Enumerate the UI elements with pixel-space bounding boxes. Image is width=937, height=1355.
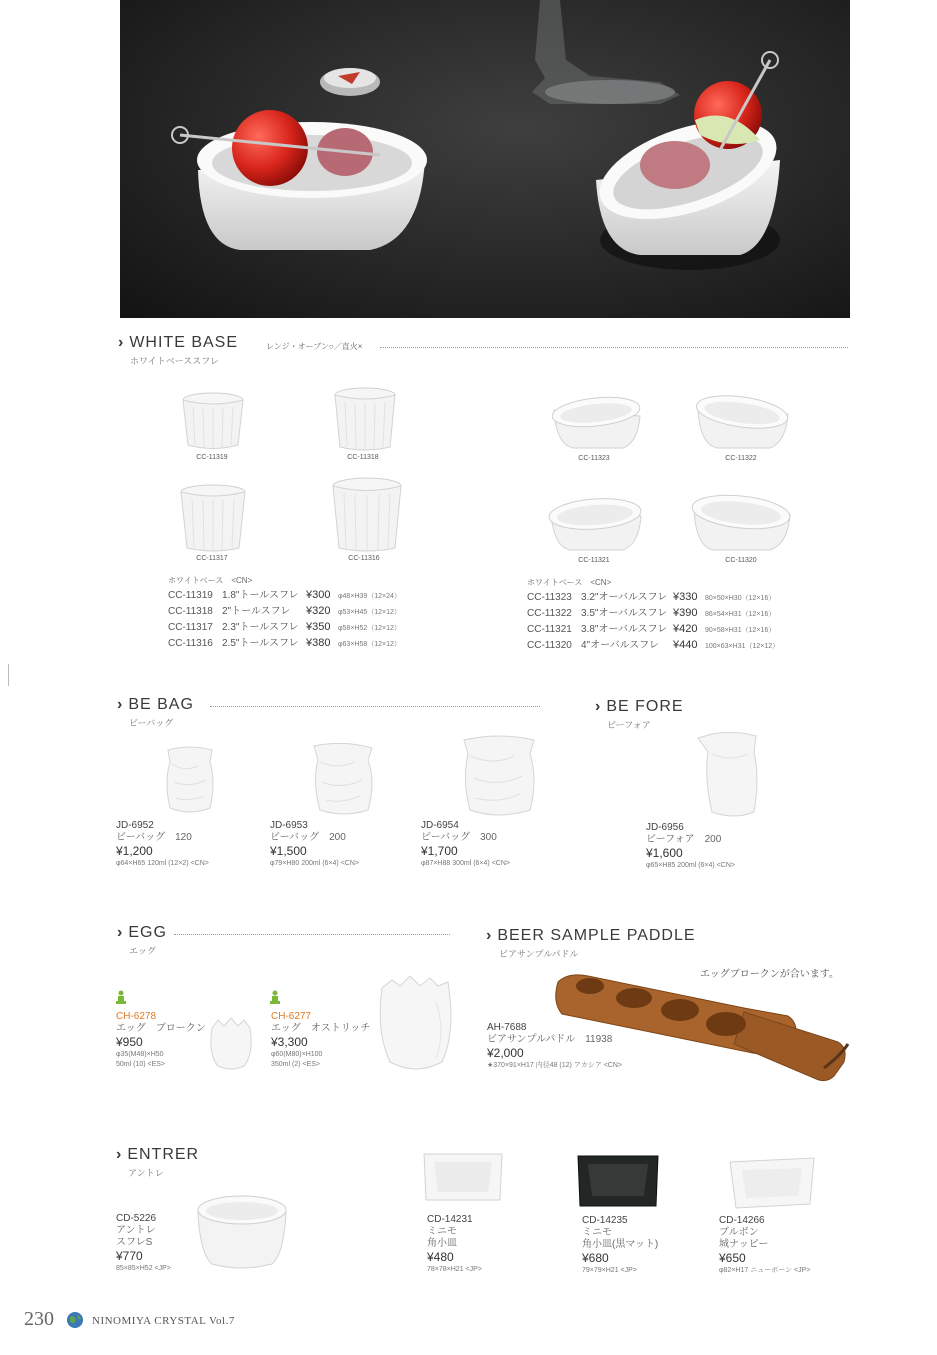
product-image-cc-11321 [545, 496, 645, 554]
be-bag-subtitle: ビーバッグ [129, 718, 174, 728]
caption-cc-11317: CC-11317 [196, 555, 228, 562]
chevron-right-icon: › [117, 924, 124, 941]
white-base-note: レンジ・オーブン○／直火× [266, 342, 363, 351]
egg-divider [174, 934, 450, 935]
footer-brand: NINOMIYA CRYSTAL Vol.7 [92, 1315, 235, 1327]
product-image-jd-6953 [308, 738, 378, 818]
product-image-cc-11323 [548, 396, 643, 452]
white-base-divider [380, 347, 848, 348]
product-block-jd-6952: JD-6952 ビーバッグ 120 ¥1,200 φ64×H65 120ml (12×2) <CN> [116, 820, 209, 867]
table-row: CC-11320 4"オーバルスフレ ¥440 100×63×H31（12×12） [527, 639, 780, 651]
product-image-cd-14266 [726, 1156, 818, 1212]
chevron-right-icon: › [486, 927, 493, 944]
product-image-ch-6277 [376, 972, 456, 1076]
table-header: ホワイトベース <CN> [168, 576, 253, 585]
entrer-subtitle: アントレ [128, 1168, 164, 1178]
beer-paddle-title: › BEER SAMPLE PADDLE [486, 927, 696, 944]
table-row: CC-11317 2.3"トールスフレ ¥350 φ58×H52（12×12） [168, 621, 401, 633]
be-fore-title: › BE FORE [595, 698, 684, 715]
hero-illustration [120, 0, 850, 318]
product-block-cd-5226: CD-5226 アントレ スフレS ¥770 85×85×H52 <JP> [116, 1213, 171, 1272]
beer-paddle-subtitle: ビアサンプルパドル [499, 949, 579, 959]
product-block-jd-6956: JD-6956 ビーフォア 200 ¥1,600 φ65×H85 200ml (6×4) <CN> [646, 822, 735, 869]
table-row: CC-11321 3.8"オーバルスフレ ¥420 90×58×H31（12×16） [527, 623, 776, 635]
product-image-jd-6952 [160, 742, 220, 816]
product-block-ch-6277: CH-6277 エッグ オストリッチ ¥3,300 φ60(M80)×H100 350ml (2) <ES> [271, 1011, 371, 1068]
product-block-cd-14266: CD-14266 ブルボン 城ナッピー ¥650 φ82×H17 ニューボーン <JP> [719, 1215, 811, 1274]
table-row: CC-11322 3.5"オーバルスフレ ¥390 86×54×H31（12×16） [527, 607, 776, 619]
margin-mark [8, 664, 9, 686]
product-block-cd-14235: CD-14235 ミニモ 角小皿(黒マット) ¥680 79×79×H21 <JP> [582, 1215, 659, 1274]
green-person-icon [270, 990, 280, 1004]
product-image-cd-5226 [192, 1192, 290, 1272]
product-block-ah-7688: AH-7688 ビアサンプルパドル 11938 ¥2,000 ★370×91×H17 内径48 (12) アカシア <CN> [487, 1022, 622, 1069]
beer-paddle-note: エッグブロークンが合います。 [700, 969, 839, 980]
green-person-icon [116, 990, 126, 1004]
white-base-subtitle: ホワイトベーススフレ [130, 356, 219, 366]
chevron-right-icon: › [116, 1146, 123, 1163]
egg-title: › EGG [117, 924, 167, 941]
hero-photo [120, 0, 850, 318]
product-image-cc-11320 [688, 494, 794, 554]
table-row: CC-11323 3.2"オーバルスフレ ¥330 80×50×H30（12×16） [527, 591, 776, 603]
white-base-title: › WHITE BASE [118, 334, 239, 351]
product-image-cd-14231 [420, 1150, 506, 1210]
product-block-jd-6953: JD-6953 ビーバッグ 200 ¥1,500 φ79×H80 200ml (6×4) <CN> [270, 820, 359, 867]
product-image-ch-6278 [206, 1014, 256, 1072]
product-block-jd-6954: JD-6954 ビーバッグ 300 ¥1,700 φ87×H88 300ml (6×4) <CN> [421, 820, 510, 867]
table-row: CC-11319 1.8"トールスフレ ¥300 φ48×H39（12×24） [168, 589, 401, 601]
white-base-right-table [527, 575, 779, 654]
chevron-right-icon: › [118, 334, 125, 351]
product-image-cd-14235 [576, 1152, 660, 1212]
product-image-cc-11317 [178, 482, 248, 554]
product-block-cd-14231: CD-14231 ミニモ 角小皿 ¥480 78×78×H21 <JP> [427, 1214, 482, 1273]
caption-cc-11322: CC-11322 [725, 455, 757, 462]
chevron-right-icon: › [595, 698, 602, 715]
page-number: 230 [24, 1308, 54, 1330]
product-image-cc-11319 [178, 390, 248, 452]
egg-subtitle: エッグ [129, 946, 156, 956]
be-bag-divider [210, 706, 540, 707]
product-image-cc-11316 [330, 476, 404, 554]
caption-cc-11316: CC-11316 [348, 555, 380, 562]
be-fore-subtitle: ビーフォア [607, 720, 651, 730]
white-base-left-table [168, 573, 401, 652]
caption-cc-11318: CC-11318 [347, 454, 379, 461]
product-block-ch-6278: CH-6278 エッグ ブロークン ¥950 φ35(M48)×H50 50ml (10) <ES> [116, 1011, 206, 1068]
caption-cc-11321: CC-11321 [578, 557, 610, 564]
product-image-jd-6954 [458, 730, 540, 820]
product-image-cc-11322 [692, 394, 792, 452]
caption-cc-11320: CC-11320 [725, 557, 757, 564]
product-image-jd-6956 [694, 728, 764, 820]
table-row: CC-11318 2"トールスフレ ¥320 φ53×H45（12×12） [168, 605, 401, 617]
chevron-right-icon: › [117, 696, 124, 713]
caption-cc-11319: CC-11319 [196, 454, 228, 461]
be-bag-title: › BE BAG [117, 696, 194, 713]
globe-icon [66, 1311, 84, 1329]
entrer-title: › ENTRER [116, 1146, 200, 1163]
table-row: CC-11316 2.5"トールスフレ ¥380 φ63×H58（12×12） [168, 637, 401, 649]
product-image-cc-11318 [330, 385, 400, 453]
table-header: ホワイトベース <CN> [527, 578, 612, 587]
caption-cc-11323: CC-11323 [578, 455, 610, 462]
